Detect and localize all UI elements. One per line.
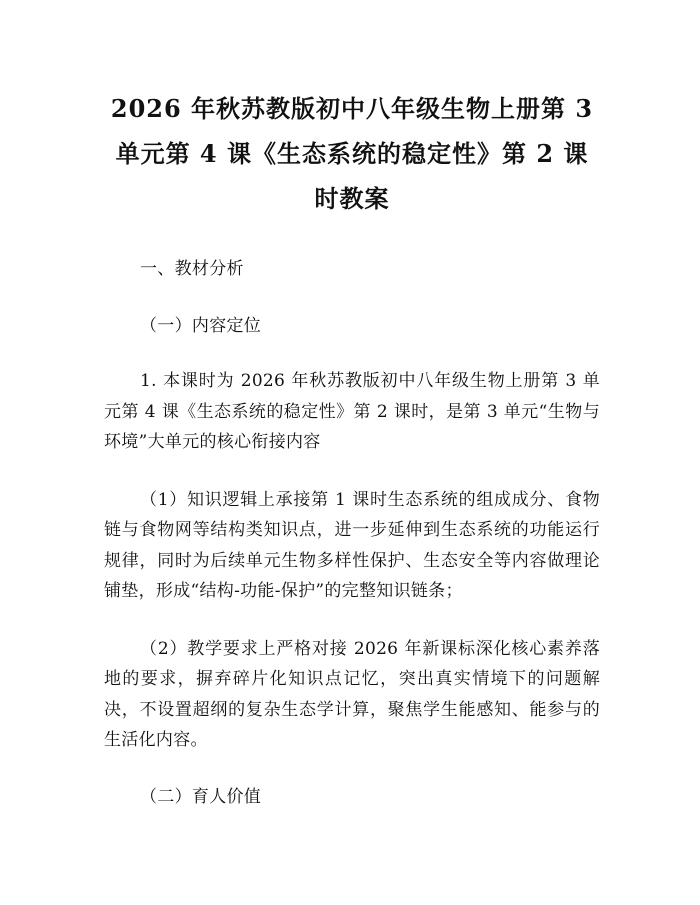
section-heading-textbook-analysis: 一、教材分析: [140, 259, 244, 279]
paragraph-teaching-requirements: （2）教学要求上严格对接 2026 年新课标深化核心素养落地的要求，摒弃碎片化知识点记忆，突出真实情境下的问题解决，不设置超纲的复杂生态学计算，聚焦学生能感知、能参与的生活化内容。: [104, 638, 600, 750]
paragraph-lesson-position: 1. 本课时为 2026 年秋苏教版初中八年级生物上册第 3 单元第 4 课《生态系统的稳定性》第 2 课时，是第 3 单元“生物与环境”大单元的核心衔接内容: [104, 371, 600, 452]
document-title: 2026 年秋苏教版初中八年级生物上册第 3 单元第 4 课《生态系统的稳定性》第 2 课时教案: [110, 94, 594, 213]
subsection-heading-educational-value: （二）育人价值: [140, 786, 262, 807]
paragraph-knowledge-logic: （1）知识逻辑上承接第 1 课时生态系统的组成成分、食物链与食物网等结构类知识点，进一步延伸到生态系统的功能运行规律，同时为后续单元生物多样性保护、生态安全等内容做理论铺垫，形成“结构-功能-保护”的完整知识链条；: [104, 489, 600, 601]
subsection-heading-content-positioning: （一）内容定位: [140, 315, 262, 336]
